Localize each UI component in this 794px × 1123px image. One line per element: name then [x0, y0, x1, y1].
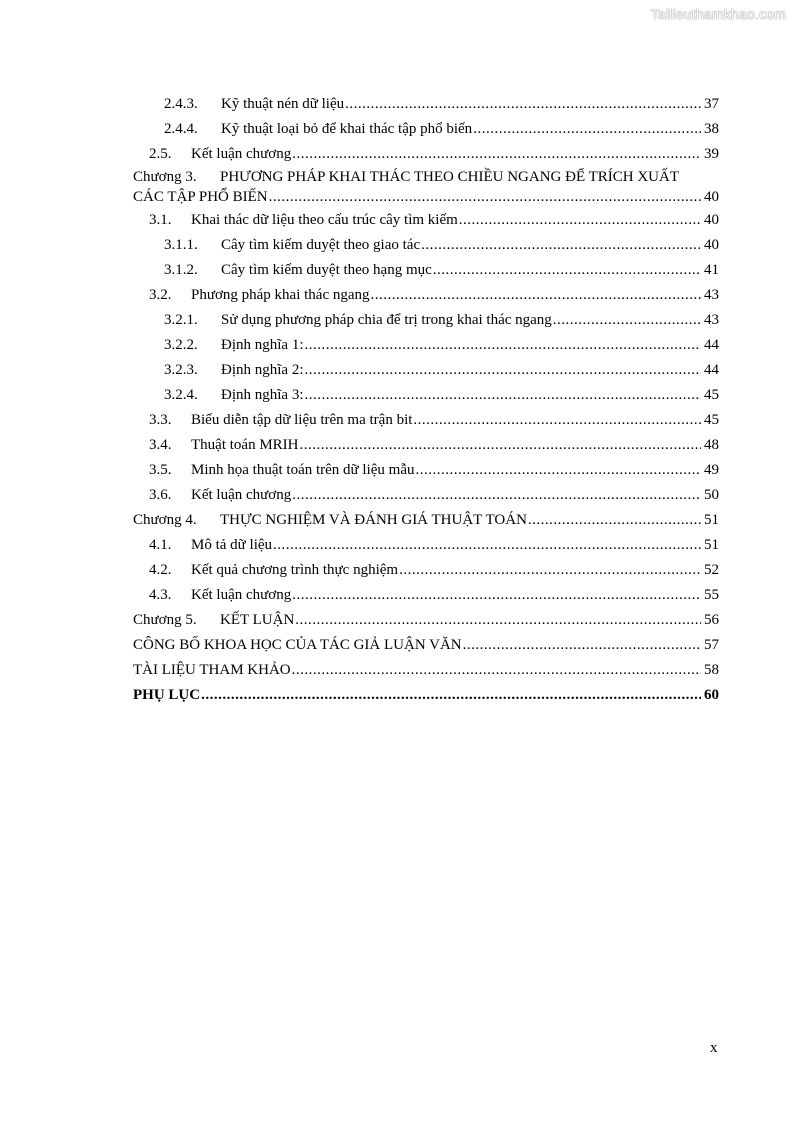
toc-leader-dots	[292, 483, 701, 508]
toc-number: 3.1.	[149, 212, 172, 228]
toc-leader-dots	[305, 358, 702, 383]
toc-page-number: 50	[704, 487, 719, 503]
toc-entry[interactable]	[133, 433, 719, 458]
toc-leader-dots	[305, 383, 702, 408]
toc-entry[interactable]	[133, 583, 719, 608]
toc-leader-dots	[292, 658, 701, 683]
toc-page-number: 60	[704, 687, 719, 703]
toc-number: 3.1.1.	[164, 237, 198, 253]
page-number: x	[710, 1040, 718, 1056]
table-of-contents	[133, 92, 719, 708]
toc-leader-dots	[299, 433, 701, 458]
toc-number: Chương 5.	[133, 612, 197, 628]
toc-leader-dots	[463, 633, 701, 658]
toc-leader-dots	[416, 458, 702, 483]
toc-leader-dots	[292, 142, 701, 167]
toc-title: Kỹ thuật nén dữ liệu	[221, 96, 345, 112]
toc-entry[interactable]	[133, 333, 719, 358]
toc-title: Kết luận chương	[191, 587, 292, 603]
toc-title: Sử dụng phương pháp chia để trị trong khai thác ngang	[221, 312, 552, 328]
toc-page-number: 49	[704, 462, 719, 478]
toc-entry[interactable]	[133, 408, 719, 433]
toc-entry[interactable]	[133, 658, 719, 683]
toc-entry[interactable]	[133, 308, 719, 333]
toc-number: 3.2.4.	[164, 387, 198, 403]
toc-entry[interactable]	[133, 383, 719, 408]
toc-number: 4.3.	[149, 587, 172, 603]
toc-page-number: 52	[704, 562, 719, 578]
toc-leader-dots	[345, 92, 701, 117]
toc-leader-dots	[459, 208, 701, 233]
toc-page-number: 51	[704, 512, 719, 528]
toc-leader-dots	[528, 508, 701, 533]
toc-title: TÀI LIỆU THAM KHẢO	[133, 662, 291, 678]
toc-number: 4.1.	[149, 537, 172, 553]
toc-page-number: 45	[704, 412, 719, 428]
toc-page-number: 44	[704, 337, 719, 353]
toc-number: 3.5.	[149, 462, 172, 478]
toc-page-number: 40	[704, 189, 719, 205]
toc-leader-dots	[553, 308, 701, 333]
toc-leader-dots	[433, 258, 701, 283]
toc-title: CÔNG BỐ KHOA HỌC CỦA TÁC GIẢ LUẬN VĂN	[133, 637, 462, 653]
toc-leader-dots	[399, 558, 701, 583]
toc-leader-dots	[305, 333, 702, 358]
toc-title: Định nghĩa 1:	[221, 337, 304, 353]
toc-leader-dots	[201, 683, 701, 708]
toc-title: Kết luận chương	[191, 146, 292, 162]
toc-title: Phương pháp khai thác ngang	[191, 287, 370, 303]
toc-page-number: 38	[704, 121, 719, 137]
toc-entry[interactable]	[133, 142, 719, 167]
toc-entry[interactable]	[133, 208, 719, 233]
toc-entry[interactable]	[133, 683, 719, 708]
toc-number: Chương 3.	[133, 169, 197, 185]
toc-number: 3.4.	[149, 437, 172, 453]
toc-entry[interactable]	[133, 483, 719, 508]
toc-title: Mô tả dữ liệu	[191, 537, 273, 553]
toc-page-number: 58	[704, 662, 719, 678]
toc-entry[interactable]	[133, 458, 719, 483]
toc-entry[interactable]	[133, 92, 719, 117]
toc-number: 4.2.	[149, 562, 172, 578]
watermark-text: Tailieuthamkhao.com	[650, 6, 786, 22]
toc-page-number: 44	[704, 362, 719, 378]
toc-title: PHỤ LỤC	[133, 687, 201, 703]
toc-leader-dots	[413, 408, 701, 433]
toc-title: Kỹ thuật loại bỏ để khai thác tập phổ biến	[221, 121, 473, 137]
toc-leader-dots	[371, 283, 701, 308]
toc-title: THỰC NGHIỆM VÀ ĐÁNH GIÁ THUẬT TOÁN	[220, 512, 527, 528]
toc-page-number: 45	[704, 387, 719, 403]
toc-title: Thuật toán MRIH	[191, 437, 299, 453]
toc-number: 3.6.	[149, 487, 172, 503]
toc-number: Chương 4.	[133, 512, 197, 528]
toc-page-number: 41	[704, 262, 719, 278]
toc-page-number: 55	[704, 587, 719, 603]
toc-number: 3.2.	[149, 287, 172, 303]
toc-number: 2.4.3.	[164, 96, 198, 112]
toc-title: Cây tìm kiếm duyệt theo giao tác	[221, 237, 421, 253]
toc-page-number: 48	[704, 437, 719, 453]
toc-entry[interactable]	[133, 358, 719, 383]
toc-entry[interactable]	[133, 233, 719, 258]
toc-page-number: 40	[704, 237, 719, 253]
toc-entry[interactable]	[133, 258, 719, 283]
toc-title: PHƯƠNG PHÁP KHAI THÁC THEO CHIỀU NGANG ĐỂ TRÍCH XUẤT	[220, 169, 680, 185]
toc-leader-dots	[269, 187, 701, 208]
toc-number: 3.2.2.	[164, 337, 198, 353]
toc-page-number: 57	[704, 637, 719, 653]
toc-leader-dots	[473, 117, 701, 142]
toc-number: 3.3.	[149, 412, 172, 428]
toc-title: Biểu diễn tập dữ liệu trên ma trận bit	[191, 412, 413, 428]
toc-entry[interactable]	[133, 533, 719, 558]
toc-page-number: 56	[704, 612, 719, 628]
toc-title: Kết luận chương	[191, 487, 292, 503]
toc-number: 3.1.2.	[164, 262, 198, 278]
toc-entry[interactable]	[133, 558, 719, 583]
toc-title: KẾT LUẬN	[220, 612, 295, 628]
toc-leader-dots	[421, 233, 701, 258]
toc-page-number: 39	[704, 146, 719, 162]
toc-page-number: 43	[704, 312, 719, 328]
toc-number: 2.4.4.	[164, 121, 198, 137]
toc-number: 2.5.	[149, 146, 172, 162]
toc-title-continued: CÁC TẬP PHỔ BIẾN	[133, 189, 268, 205]
toc-page-number: 37	[704, 96, 719, 112]
toc-page-number: 43	[704, 287, 719, 303]
toc-entry[interactable]	[133, 608, 719, 633]
toc-leader-dots	[292, 583, 701, 608]
toc-entry[interactable]	[133, 283, 719, 308]
toc-number: 3.2.1.	[164, 312, 198, 328]
toc-title: Cây tìm kiếm duyệt theo hạng mục	[221, 262, 432, 278]
toc-leader-dots	[295, 608, 701, 633]
toc-title: Định nghĩa 3:	[221, 387, 304, 403]
toc-number: 3.2.3.	[164, 362, 198, 378]
toc-entry[interactable]	[133, 508, 719, 533]
toc-entry[interactable]	[133, 633, 719, 658]
toc-title: Minh họa thuật toán trên dữ liệu mẫu	[191, 462, 415, 478]
toc-leader-dots	[273, 533, 701, 558]
toc-title: Khai thác dữ liệu theo cấu trúc cây tìm kiếm	[191, 212, 458, 228]
toc-page-number: 40	[704, 212, 719, 228]
toc-title: Kết quả chương trình thực nghiệm	[191, 562, 399, 578]
toc-entry[interactable]	[133, 167, 719, 208]
toc-page-number: 51	[704, 537, 719, 553]
toc-title: Định nghĩa 2:	[221, 362, 304, 378]
toc-entry[interactable]	[133, 117, 719, 142]
